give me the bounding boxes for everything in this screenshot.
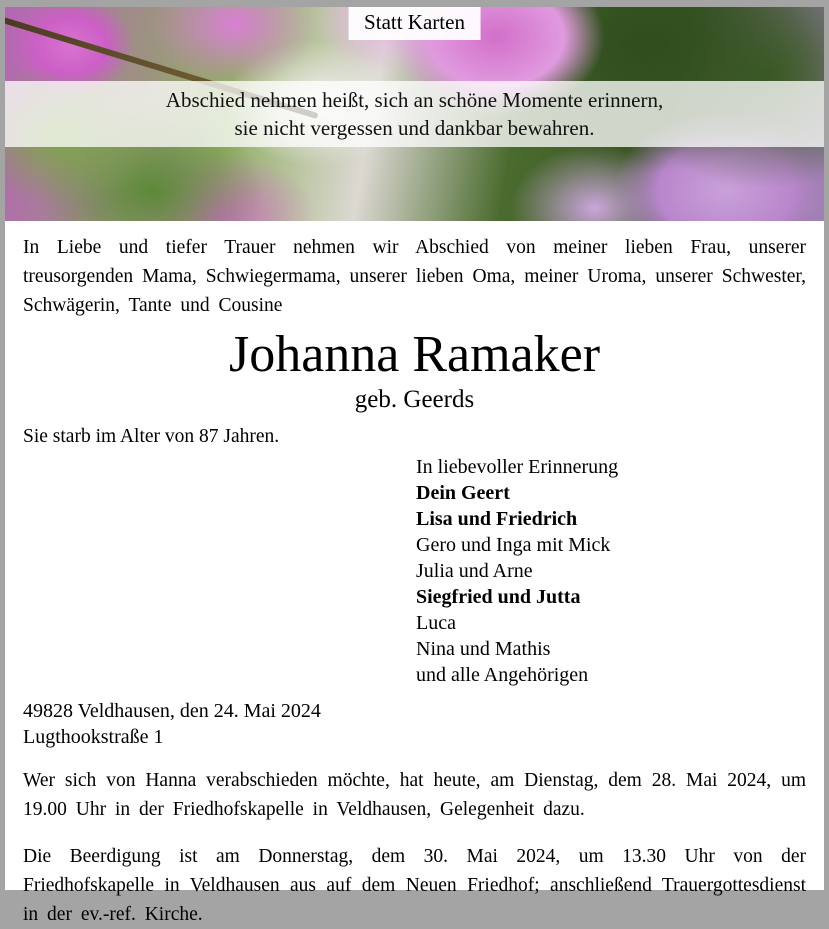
mourner-line: Dein Geert	[416, 482, 510, 504]
mourner-line: und alle Angehörigen	[416, 664, 589, 686]
mourners-heading: In liebevoller Erinnerung	[416, 456, 619, 478]
mourner-line: Siegfried und Jutta	[416, 586, 581, 608]
mourner-line: Luca	[416, 612, 456, 634]
obituary-content	[5, 233, 824, 929]
mourners-list	[416, 454, 806, 688]
floral-banner-photo	[5, 7, 824, 221]
statt-karten-box	[348, 7, 481, 40]
mourner-line: Julia und Arne	[416, 560, 533, 582]
burial-paragraph: Die Beerdigung ist am Donnerstag, dem 30. Mai 2024, um 13.30 Uhr von der Friedhofskapelle in Veldhausen aus auf dem Neuen Friedhof; anschließend Trauergottesdienst in der ev.-ref. Kirche.	[23, 846, 806, 925]
place-date-line: 49828 Veldhausen, den 24. Mai 2024	[23, 700, 321, 722]
quote-line-2: sie nicht vergessen und dankbar bewahren.	[234, 116, 595, 140]
mourner-line: Gero und Inga mit Mick	[416, 534, 611, 556]
street-line: Lugthookstraße 1	[23, 726, 164, 748]
obituary-card	[5, 7, 824, 925]
mourner-line: Nina und Mathis	[416, 638, 551, 660]
farewell-paragraph: Wer sich von Hanna verabschieden möchte, hat heute, am Dienstag, dem 28. Mai 2024, um 19.00 Uhr in der Friedhofskapelle in Veldhausen, Gelegenheit dazu.	[23, 770, 806, 820]
deceased-name: Johanna Ramaker	[228, 326, 601, 383]
intro-paragraph: In Liebe und tiefer Trauer nehmen wir Abschied von meiner lieben Frau, unserer treusorgenden Mama, Schwiegermama, unserer lieben Oma, meiner Uroma, unserer Schwester, Schwägerin, Tante und Cousine	[23, 237, 806, 316]
quote-band	[5, 81, 824, 147]
age-line: Sie starb im Alter von 87 Jahren.	[23, 426, 280, 447]
address-block	[23, 698, 806, 750]
quote-line-1: Abschied nehmen heißt, sich an schöne Momente erinnern,	[165, 88, 664, 112]
maiden-name: geb. Geerds	[354, 386, 475, 413]
statt-karten-label: Statt Karten	[364, 10, 465, 34]
mourner-line: Lisa und Friedrich	[416, 508, 578, 530]
